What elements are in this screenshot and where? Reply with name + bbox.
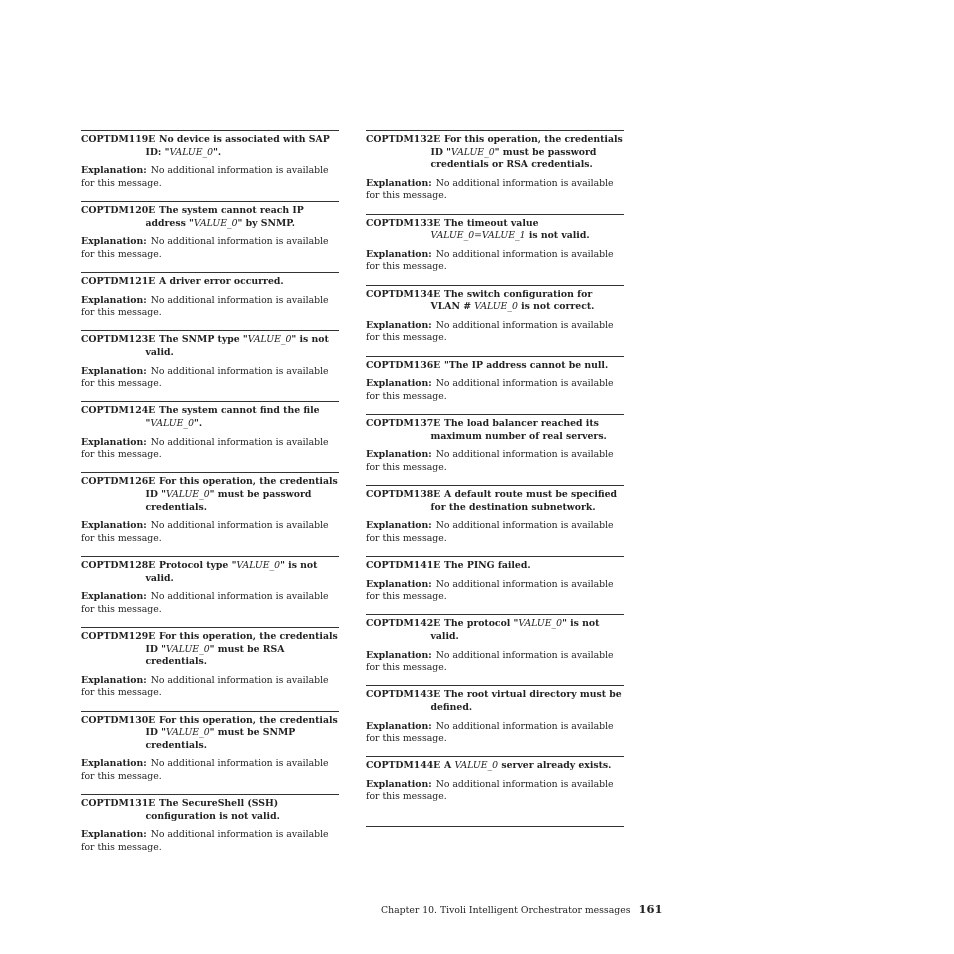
message-code: COPTDM121E xyxy=(81,276,156,287)
message-heading xyxy=(81,134,339,159)
explanation-label: Explanation: xyxy=(366,649,432,661)
explanation-text: No additional information is available for this message. xyxy=(366,779,614,803)
message-code: COPTDM142E xyxy=(366,618,441,630)
explanation-text: No additional information is available for this message. xyxy=(81,758,329,782)
explanation-text: No additional information is available for this message. xyxy=(366,520,614,544)
message-text: The switch configuration for VLAN # xyxy=(430,288,593,313)
explanation xyxy=(81,165,339,190)
explanation-text: No additional information is available for this message. xyxy=(81,165,329,189)
explanation-label: Explanation: xyxy=(366,449,432,461)
message-text-end: " is not valid. xyxy=(430,618,600,642)
explanation xyxy=(366,650,624,675)
explanation xyxy=(81,236,339,261)
message-text-end: server already exists. xyxy=(498,760,612,772)
message-heading xyxy=(81,205,339,230)
message-code: COPTDM129E xyxy=(81,631,156,642)
explanation xyxy=(366,378,624,403)
message-code: COPTDM144E xyxy=(366,760,441,772)
explanation xyxy=(366,249,624,274)
message-code: COPTDM120E xyxy=(81,205,156,216)
message-code: COPTDM141E xyxy=(366,560,441,571)
message-entry xyxy=(81,272,339,330)
message-text: The load balancer reached its maximum number of real servers. xyxy=(430,418,607,442)
message-text: A default route must be specified for the destination subnetwork. xyxy=(430,489,618,513)
message-code: COPTDM136E xyxy=(366,359,441,371)
explanation xyxy=(366,320,624,345)
message-code: COPTDM130E xyxy=(81,714,156,726)
explanation-label: Explanation: xyxy=(81,165,147,177)
explanation-label: Explanation: xyxy=(366,520,432,532)
explanation xyxy=(366,449,624,474)
explanation xyxy=(366,579,624,604)
explanation-label: Explanation: xyxy=(366,378,432,390)
explanation xyxy=(81,591,339,616)
explanation-label: Explanation: xyxy=(366,720,432,732)
message-text-end: " must be password credentials or RSA credentials. xyxy=(430,146,597,171)
explanation xyxy=(366,520,624,545)
message-text-end: is not correct. xyxy=(517,301,595,313)
explanation-label: Explanation: xyxy=(81,758,147,770)
message-text: The PING failed. xyxy=(444,560,531,571)
message-text: The timeout value xyxy=(444,217,539,229)
message-text: For this operation, the credentials ID " xyxy=(145,631,338,655)
message-text-end: " must be SNMP credentials. xyxy=(145,727,296,751)
column-end-rule xyxy=(366,826,624,827)
message-variable: VALUE_0 xyxy=(236,560,281,571)
message-code: COPTDM128E xyxy=(81,560,156,571)
message-code: COPTDM123E xyxy=(81,334,156,346)
explanation-text: No additional information is available for this message. xyxy=(366,319,614,344)
explanation xyxy=(81,520,339,545)
explanation xyxy=(81,295,339,320)
message-heading xyxy=(366,134,624,172)
explanation-text: No additional information is available for this message. xyxy=(81,520,329,544)
message-heading xyxy=(81,560,339,585)
message-heading xyxy=(81,798,339,823)
message-entry xyxy=(81,794,339,865)
message-text: "The IP address cannot be null. xyxy=(444,359,609,371)
message-variable: VALUE_0 xyxy=(518,618,563,630)
message-code: COPTDM143E xyxy=(366,689,441,701)
message-text: The system cannot reach IP address " xyxy=(145,205,304,229)
message-code: COPTDM124E xyxy=(81,405,156,417)
message-heading xyxy=(366,489,624,514)
message-text: For this operation, the credentials ID " xyxy=(145,714,338,739)
message-text-end: " is not valid. xyxy=(145,560,318,584)
message-entry xyxy=(81,472,339,556)
message-text-end: ". xyxy=(213,146,222,158)
message-code: COPTDM132E xyxy=(366,134,441,145)
explanation-label: Explanation: xyxy=(366,779,432,790)
right-column xyxy=(366,130,624,827)
message-code: COPTDM119E xyxy=(81,134,156,145)
message-text: Protocol type " xyxy=(159,560,237,571)
message-entry xyxy=(81,201,339,272)
message-variable: VALUE_0 xyxy=(193,217,238,229)
message-text: The system cannot find the file " xyxy=(145,405,320,429)
explanation xyxy=(81,829,339,854)
explanation-label: Explanation: xyxy=(81,591,147,603)
explanation-text: No additional information is available for this message. xyxy=(366,649,614,673)
message-variable: VALUE_0 xyxy=(474,301,518,313)
message-variable: VALUE_0 xyxy=(451,146,495,158)
message-variable: VALUE_0 xyxy=(169,146,214,158)
message-text: No device is associated with SAP ID: " xyxy=(145,134,330,158)
page-footer xyxy=(381,902,663,917)
explanation xyxy=(81,437,339,462)
message-variable: VALUE_0=VALUE_1 xyxy=(430,230,526,242)
message-text: For this operation, the credentials ID " xyxy=(145,476,338,500)
message-entry xyxy=(366,614,624,685)
explanation-label: Explanation: xyxy=(366,578,432,590)
message-entry xyxy=(81,401,339,472)
message-entry xyxy=(366,756,624,814)
explanation-text: No additional information is available for this message. xyxy=(81,294,329,318)
explanation-text: No additional information is available for this message. xyxy=(366,378,614,402)
explanation-label: Explanation: xyxy=(81,236,147,248)
message-entry xyxy=(81,330,339,401)
explanation-label: Explanation: xyxy=(81,674,147,686)
message-text-end: " must be RSA credentials. xyxy=(145,643,285,668)
explanation xyxy=(81,675,339,700)
message-variable: VALUE_0 xyxy=(166,727,210,739)
message-text-end: " is not valid. xyxy=(145,334,329,358)
message-entry xyxy=(81,711,339,795)
message-heading xyxy=(366,618,624,643)
explanation-label: Explanation: xyxy=(366,248,432,260)
explanation-text: No additional information is available for this message. xyxy=(81,365,329,389)
message-heading xyxy=(81,405,339,430)
message-heading xyxy=(366,218,624,243)
explanation-text: No additional information is available for this message. xyxy=(366,578,614,602)
left-column xyxy=(81,130,339,865)
message-entry xyxy=(366,685,624,756)
message-code: COPTDM131E xyxy=(81,798,156,810)
explanation-text: No additional information is available for this message. xyxy=(81,674,329,699)
explanation-label: Explanation: xyxy=(81,520,147,532)
message-entry xyxy=(366,485,624,556)
message-code: COPTDM134E xyxy=(366,288,441,300)
explanation-text: No additional information is available for this message. xyxy=(366,449,614,473)
message-entry xyxy=(366,356,624,414)
explanation-label: Explanation: xyxy=(366,177,432,189)
message-code: COPTDM138E xyxy=(366,489,441,500)
message-heading xyxy=(81,631,339,669)
explanation-text: No additional information is available for this message. xyxy=(81,829,329,853)
message-entry xyxy=(81,556,339,627)
message-heading xyxy=(366,760,624,773)
explanation-label: Explanation: xyxy=(81,829,147,841)
message-entry xyxy=(81,130,339,201)
message-variable: VALUE_0 xyxy=(454,760,499,772)
message-heading xyxy=(366,560,624,573)
explanation xyxy=(81,758,339,783)
message-text-end: " must be password credentials. xyxy=(145,489,312,513)
message-entry xyxy=(366,214,624,285)
explanation-text: No additional information is available for this message. xyxy=(81,591,329,615)
message-variable: VALUE_0 xyxy=(150,418,194,429)
message-entry xyxy=(366,130,624,214)
explanation xyxy=(366,779,624,804)
message-text-end: " by SNMP. xyxy=(237,217,295,229)
message-variable: VALUE_0 xyxy=(166,489,210,500)
footer-chapter-title: Chapter 10. Tivoli Intelligent Orchestrator messages xyxy=(381,905,631,916)
message-text: The root virtual directory must be defined. xyxy=(430,689,622,713)
message-code: COPTDM126E xyxy=(81,476,156,488)
explanation xyxy=(366,721,624,746)
message-entry xyxy=(366,414,624,485)
message-heading xyxy=(366,360,624,373)
page-number: 161 xyxy=(638,902,663,916)
message-variable: VALUE_0 xyxy=(247,334,292,346)
message-text: The SNMP type " xyxy=(159,334,248,346)
explanation-text: No additional information is available for this message. xyxy=(81,436,329,460)
explanation-label: Explanation: xyxy=(81,436,147,448)
explanation-label: Explanation: xyxy=(366,319,432,331)
explanation-text: No additional information is available for this message. xyxy=(366,248,614,273)
message-entry xyxy=(366,285,624,356)
message-text-end: ". xyxy=(194,418,203,429)
message-text-end: is not valid. xyxy=(525,230,590,242)
explanation xyxy=(81,366,339,391)
message-entry xyxy=(81,627,339,711)
message-code: COPTDM137E xyxy=(366,418,441,429)
message-variable: VALUE_0 xyxy=(166,643,210,655)
explanation-text: No additional information is available for this message. xyxy=(366,177,614,202)
message-heading xyxy=(366,418,624,443)
message-heading xyxy=(81,476,339,514)
message-text: A driver error occurred. xyxy=(159,276,284,287)
message-text: The SecureShell (SSH) configuration is not valid. xyxy=(145,798,280,822)
explanation-text: No additional information is available for this message. xyxy=(81,236,329,260)
message-entry xyxy=(366,556,624,614)
message-text: The protocol " xyxy=(444,618,519,630)
message-heading xyxy=(81,715,339,753)
message-heading xyxy=(81,276,339,289)
message-heading xyxy=(366,289,624,314)
explanation-label: Explanation: xyxy=(81,365,147,377)
explanation-text: No additional information is available for this message. xyxy=(366,720,614,744)
explanation-label: Explanation: xyxy=(81,294,147,306)
message-heading xyxy=(81,334,339,359)
message-code: COPTDM133E xyxy=(366,217,441,229)
message-text: For this operation, the credentials ID " xyxy=(430,134,623,158)
message-text: A xyxy=(444,760,455,772)
explanation xyxy=(366,178,624,203)
message-heading xyxy=(366,689,624,714)
